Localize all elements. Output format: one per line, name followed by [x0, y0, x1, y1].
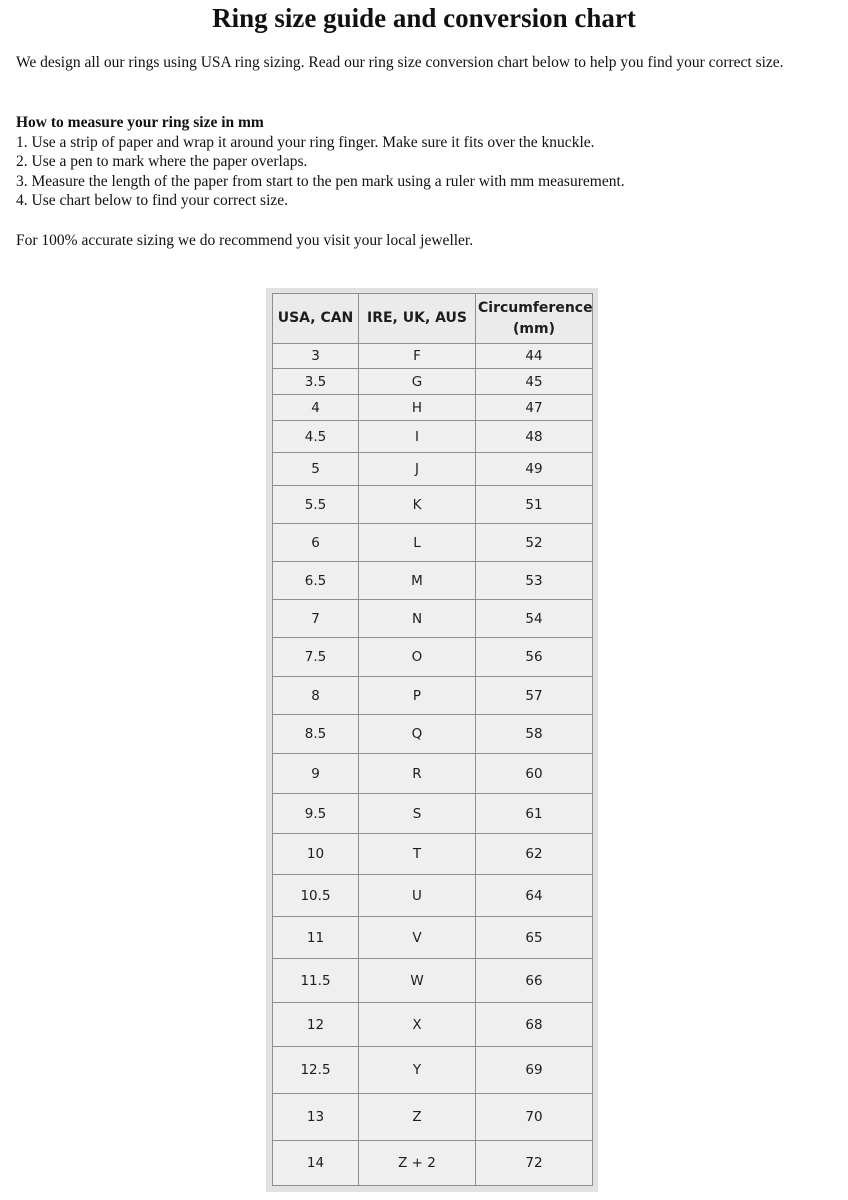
- cell-usa-can: 10.5: [273, 875, 359, 917]
- table-row: [273, 875, 593, 917]
- instructions-heading: How to measure your ring size in mm: [16, 114, 264, 131]
- cell-circumference-mm: 53: [476, 562, 593, 600]
- table-row: [273, 1003, 593, 1047]
- cell-ire-uk-aus: V: [359, 917, 476, 959]
- cell-circumference-mm: 61: [476, 794, 593, 834]
- header-ire-uk-aus: IRE, UK, AUS: [359, 294, 476, 344]
- cell-ire-uk-aus: L: [359, 524, 476, 562]
- cell-ire-uk-aus: F: [359, 344, 476, 369]
- header-usa-can: USA, CAN: [273, 294, 359, 344]
- cell-ire-uk-aus: N: [359, 600, 476, 638]
- cell-ire-uk-aus: S: [359, 794, 476, 834]
- cell-ire-uk-aus: T: [359, 834, 476, 875]
- table-row: [273, 794, 593, 834]
- cell-usa-can: 12: [273, 1003, 359, 1047]
- cell-ire-uk-aus: J: [359, 453, 476, 486]
- size-chart-frame: [266, 288, 598, 1192]
- cell-usa-can: 7.5: [273, 638, 359, 677]
- cell-circumference-mm: 45: [476, 369, 593, 395]
- intro-paragraph: We design all our rings using USA ring sizing. Read our ring size conversion chart below to help you find your correct size.: [16, 54, 784, 71]
- cell-ire-uk-aus: G: [359, 369, 476, 395]
- cell-circumference-mm: 72: [476, 1141, 593, 1186]
- table-row: [273, 959, 593, 1003]
- measure-instructions: [16, 113, 842, 211]
- table-row: [273, 600, 593, 638]
- cell-circumference-mm: 48: [476, 421, 593, 453]
- cell-usa-can: 8: [273, 677, 359, 715]
- table-body: [273, 344, 593, 1186]
- table-row: [273, 421, 593, 453]
- instruction-step-3: 3. Measure the length of the paper from start to the pen mark using a ruler with mm measurement.: [16, 172, 625, 190]
- cell-ire-uk-aus: M: [359, 562, 476, 600]
- cell-usa-can: 7: [273, 600, 359, 638]
- table-row: [273, 395, 593, 421]
- table-row: [273, 1094, 593, 1141]
- cell-usa-can: 6.5: [273, 562, 359, 600]
- instruction-step-4: 4. Use chart below to find your correct size.: [16, 192, 289, 209]
- cell-circumference-mm: 52: [476, 524, 593, 562]
- cell-circumference-mm: 64: [476, 875, 593, 917]
- cell-usa-can: 10: [273, 834, 359, 875]
- table-row: [273, 715, 593, 754]
- cell-circumference-mm: 65: [476, 917, 593, 959]
- cell-ire-uk-aus: O: [359, 638, 476, 677]
- cell-circumference-mm: 62: [476, 834, 593, 875]
- cell-usa-can: 8.5: [273, 715, 359, 754]
- cell-ire-uk-aus: Z: [359, 1094, 476, 1141]
- table-row: [273, 453, 593, 486]
- cell-circumference-mm: 44: [476, 344, 593, 369]
- table-row: [273, 562, 593, 600]
- cell-usa-can: 3.5: [273, 369, 359, 395]
- cell-usa-can: 4.5: [273, 421, 359, 453]
- table-row: [273, 369, 593, 395]
- cell-usa-can: 6: [273, 524, 359, 562]
- header-circumference: Circumference (mm): [476, 294, 593, 344]
- table-row: [273, 638, 593, 677]
- cell-usa-can: 9.5: [273, 794, 359, 834]
- cell-circumference-mm: 70: [476, 1094, 593, 1141]
- table-row: [273, 834, 593, 875]
- instruction-step-2: 2. Use a pen to mark where the paper overlaps.: [16, 153, 308, 170]
- cell-ire-uk-aus: I: [359, 421, 476, 453]
- table-row: [273, 524, 593, 562]
- cell-ire-uk-aus: Z + 2: [359, 1141, 476, 1186]
- cell-usa-can: 5.5: [273, 486, 359, 524]
- cell-circumference-mm: 57: [476, 677, 593, 715]
- table-header-row: [273, 294, 593, 344]
- cell-ire-uk-aus: K: [359, 486, 476, 524]
- cell-circumference-mm: 47: [476, 395, 593, 421]
- cell-ire-uk-aus: W: [359, 959, 476, 1003]
- ring-size-chart: [272, 293, 593, 1186]
- jeweller-note: For 100% accurate sizing we do recommend you visit your local jeweller.: [16, 232, 474, 249]
- table-row: [273, 754, 593, 794]
- cell-circumference-mm: 58: [476, 715, 593, 754]
- cell-ire-uk-aus: U: [359, 875, 476, 917]
- cell-circumference-mm: 54: [476, 600, 593, 638]
- table-row: [273, 344, 593, 369]
- cell-circumference-mm: 69: [476, 1047, 593, 1094]
- cell-usa-can: 14: [273, 1141, 359, 1186]
- cell-usa-can: 3: [273, 344, 359, 369]
- cell-ire-uk-aus: Y: [359, 1047, 476, 1094]
- table-row: [273, 1141, 593, 1186]
- cell-ire-uk-aus: Q: [359, 715, 476, 754]
- cell-usa-can: 13: [273, 1094, 359, 1141]
- cell-usa-can: 12.5: [273, 1047, 359, 1094]
- cell-circumference-mm: 56: [476, 638, 593, 677]
- table-row: [273, 677, 593, 715]
- cell-usa-can: 4: [273, 395, 359, 421]
- cell-circumference-mm: 49: [476, 453, 593, 486]
- page-title: Ring size guide and conversion chart: [212, 3, 636, 33]
- cell-usa-can: 11.5: [273, 959, 359, 1003]
- table-row: [273, 1047, 593, 1094]
- cell-circumference-mm: 66: [476, 959, 593, 1003]
- cell-circumference-mm: 51: [476, 486, 593, 524]
- cell-usa-can: 9: [273, 754, 359, 794]
- cell-usa-can: 5: [273, 453, 359, 486]
- cell-ire-uk-aus: R: [359, 754, 476, 794]
- cell-ire-uk-aus: P: [359, 677, 476, 715]
- table-row: [273, 917, 593, 959]
- cell-ire-uk-aus: H: [359, 395, 476, 421]
- cell-circumference-mm: 68: [476, 1003, 593, 1047]
- instruction-step-1: 1. Use a strip of paper and wrap it around your ring finger. Make sure it fits over the knuckle.: [16, 133, 595, 151]
- cell-usa-can: 11: [273, 917, 359, 959]
- table-row: [273, 486, 593, 524]
- cell-circumference-mm: 60: [476, 754, 593, 794]
- cell-ire-uk-aus: X: [359, 1003, 476, 1047]
